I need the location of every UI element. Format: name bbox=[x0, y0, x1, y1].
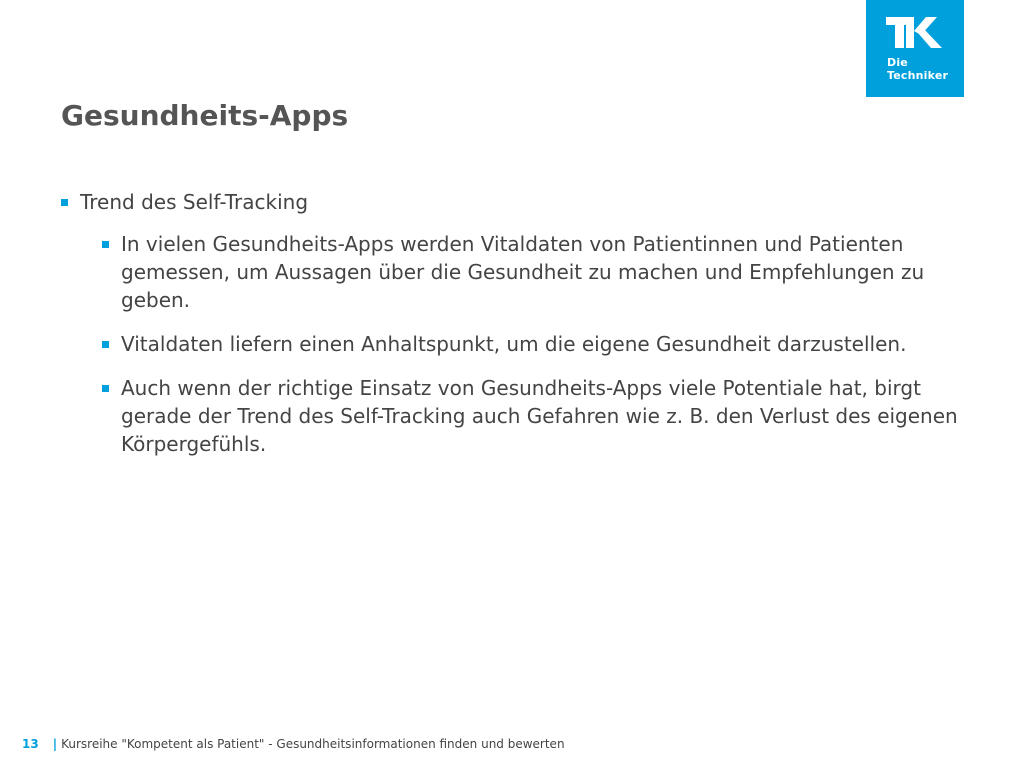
bullet-text: Trend des Self-Tracking bbox=[80, 190, 309, 214]
square-bullet-icon bbox=[102, 241, 109, 248]
slide-title: Gesundheits-Apps bbox=[61, 99, 349, 132]
square-bullet-icon bbox=[102, 385, 109, 392]
slide-footer bbox=[22, 735, 565, 753]
logo-text-techniker: Techniker bbox=[887, 69, 949, 82]
footer-text: Kursreihe "Kompetent als Patient" - Gesundheitsinformationen finden und bewerten bbox=[61, 737, 565, 751]
sub-bullet-item-gefahren bbox=[102, 374, 961, 458]
logo-text-die: Die bbox=[887, 56, 908, 69]
bullet-item-trend bbox=[61, 188, 961, 216]
footer-separator: | bbox=[52, 737, 58, 751]
bullet-text: In vielen Gesundheits-Apps werden Vitaldaten von Patientinnen und Patienten gemessen, um Aussagen über die Gesundheit zu machen und Empfehlungen zu geben. bbox=[121, 232, 925, 312]
bullet-text: Vitaldaten liefern einen Anhaltspunkt, um die eigene Gesundheit darzustellen. bbox=[121, 332, 907, 356]
tk-logo bbox=[866, 0, 964, 97]
square-bullet-icon bbox=[61, 199, 68, 206]
bullet-text: Auch wenn der richtige Einsatz von Gesundheits-Apps viele Potentiale hat, birgt gerade der Trend des Self-Tracking auch Gefahren wie z. B. den Verlust des eigenen Körpergefühls. bbox=[121, 376, 958, 456]
square-bullet-icon bbox=[102, 341, 109, 348]
sub-bullet-item-anhaltspunkt bbox=[102, 330, 961, 358]
bullet-list bbox=[61, 188, 961, 474]
tk-logo-mark bbox=[866, 0, 964, 97]
page-number: 13 bbox=[22, 737, 39, 751]
sub-bullet-item-vitaldaten-messen bbox=[102, 230, 961, 314]
